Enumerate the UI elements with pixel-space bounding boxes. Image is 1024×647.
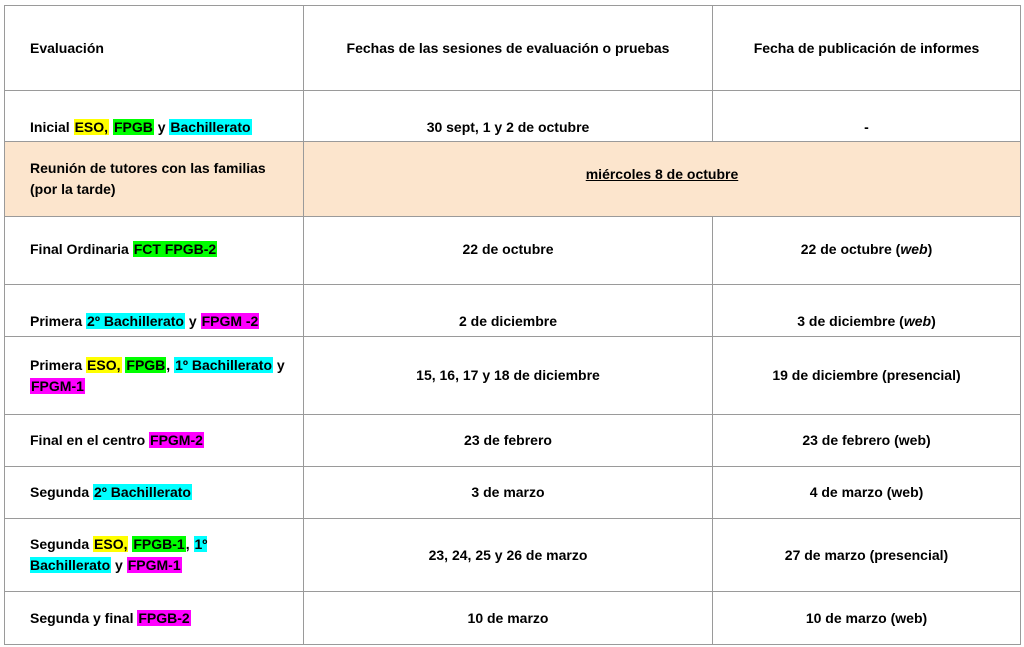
row-label (5, 91, 304, 142)
row-dates: 30 sept, 1 y 2 de octubre (304, 91, 713, 142)
header-fecha-publicacion: Fecha de publicación de informes (713, 6, 1021, 91)
row-dates: 2 de diciembre (304, 285, 713, 337)
row-dates-merged (304, 142, 1021, 217)
highlighted-tag: ESO, (94, 536, 128, 552)
table-row (5, 415, 1021, 467)
table-row (5, 91, 1021, 142)
row-label (5, 337, 304, 415)
highlighted-tag: FPGB-1 (133, 536, 185, 552)
row-dates: 15, 16, 17 y 18 de diciembre (304, 337, 713, 415)
highlighted-tag: ESO, (74, 119, 109, 135)
row-publication: 10 de marzo (web) (713, 592, 1021, 645)
highlighted-tag: FPGM -2 (201, 313, 259, 329)
label-text: Primera (30, 356, 87, 373)
evaluation-calendar-table (4, 5, 1021, 645)
highlighted-tag: FPGM-2 (150, 432, 203, 448)
row-publication: 27 de marzo (presencial) (713, 519, 1021, 592)
row-dates: 23, 24, 25 y 26 de marzo (304, 519, 713, 592)
table-row (5, 519, 1021, 592)
label-text: y (111, 557, 127, 573)
meeting-date: miércoles 8 de octubre (585, 166, 739, 182)
row-label (5, 217, 304, 285)
highlighted-tag: FPGB-2 (138, 609, 190, 626)
highlighted-tag: FCT FPGB-2 (133, 241, 217, 257)
row-label (5, 519, 304, 592)
row-dates: 22 de octubre (304, 217, 713, 285)
table-row (5, 142, 1021, 217)
row-dates: 10 de marzo (304, 592, 713, 645)
label-text: , (185, 536, 194, 552)
table-row (5, 337, 1021, 415)
table-row (5, 285, 1021, 337)
highlighted-tag: 2º Bachillerato (87, 313, 184, 329)
highlighted-tag: Bachillerato (170, 119, 251, 135)
table-row (5, 217, 1021, 285)
highlighted-tag: FPGM-1 (127, 557, 181, 573)
row-publication: 23 de febrero (web) (713, 415, 1021, 467)
label-text: y (153, 119, 170, 135)
highlighted-tag: ESO, (87, 356, 121, 373)
row-publication: 22 de octubre (web) (713, 217, 1021, 285)
highlighted-tag: 1º Bachillerato (30, 536, 208, 573)
label-text: y (273, 356, 285, 373)
label-text: Inicial (30, 119, 74, 135)
row-publication: 3 de diciembre (web) (713, 285, 1021, 337)
label-text: , (166, 356, 175, 373)
header-fechas-sesiones: Fechas de las sesiones de evaluación o pruebas (304, 6, 713, 91)
table-row (5, 592, 1021, 645)
row-dates: 3 de marzo (304, 467, 713, 519)
row-publication: - (713, 91, 1021, 142)
row-label (5, 285, 304, 337)
label-text: Primera (30, 313, 87, 329)
row-label (5, 142, 304, 217)
label-text: Segunda (30, 536, 94, 552)
label-text: Final en el centro (30, 432, 150, 448)
row-label (5, 592, 304, 645)
highlighted-tag: FPGM-1 (31, 377, 84, 394)
header-evaluacion: Evaluación (5, 6, 304, 91)
row-publication: 19 de diciembre (presencial) (713, 337, 1021, 415)
label-text: Segunda (30, 484, 94, 500)
highlighted-tag: 2º Bachillerato (94, 484, 191, 500)
label-text: Final Ordinaria (30, 241, 133, 257)
header-row (5, 6, 1021, 91)
highlighted-tag: FPGB (113, 119, 153, 135)
label-text: Segunda y final (30, 609, 138, 626)
highlighted-tag: FPGB (126, 356, 166, 373)
row-dates: 23 de febrero (304, 415, 713, 467)
row-label (5, 467, 304, 519)
label-text: Reunión de tutores con las familias (por la tarde) (30, 160, 266, 197)
label-text: y (184, 313, 201, 329)
row-publication: 4 de marzo (web) (713, 467, 1021, 519)
highlighted-tag: 1º Bachillerato (175, 356, 273, 373)
table-row (5, 467, 1021, 519)
row-label (5, 415, 304, 467)
